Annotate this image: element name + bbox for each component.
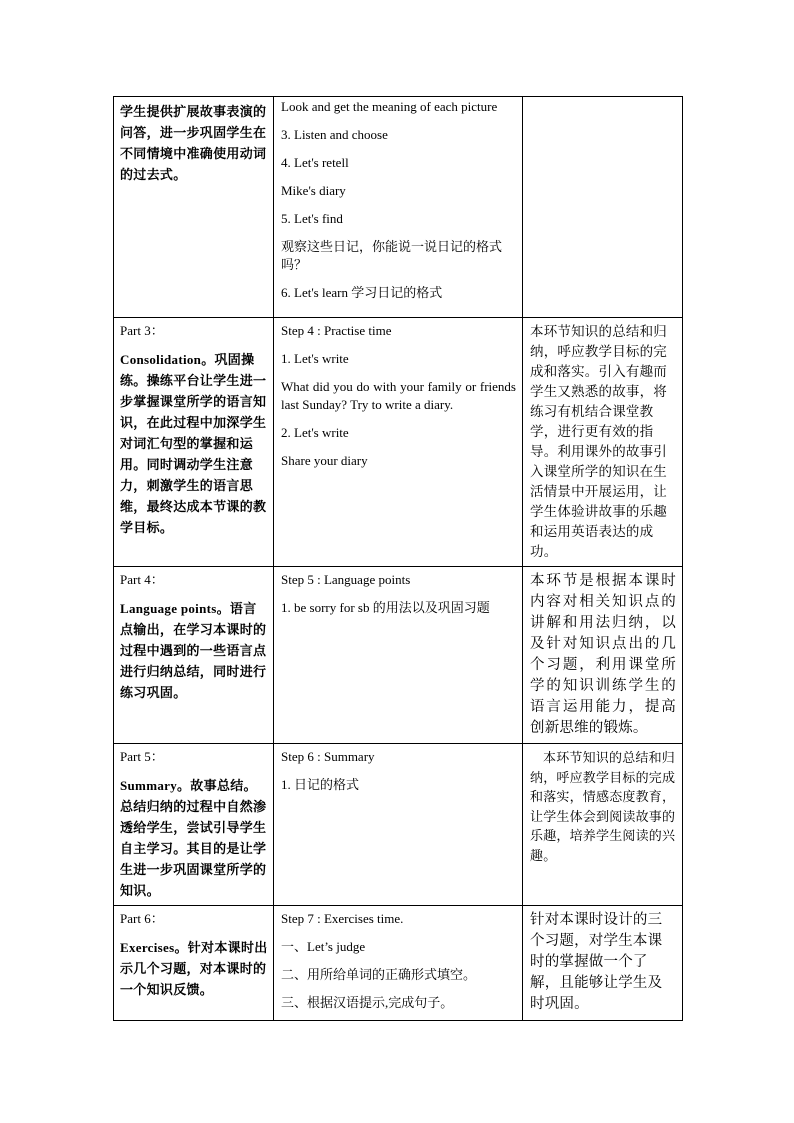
note-cell [523,97,683,318]
part-label: Part 6： [120,911,164,926]
step-line: Step 5 : Language points [281,572,411,587]
part-label: Part 4： [120,572,164,587]
step-line: Mike's diary [281,183,346,198]
part-text: 。针对本课时出示几个习题，对本课时的一个知识反馈。 [120,940,268,997]
note-cell [523,318,683,567]
part-description [120,349,268,538]
design-note: 本环节知识的总结和归纳，呼应教学目标的完成和落实。引入有趣而学生又熟悉的故事，将练习有机结合课堂教学，进行更有效的指导。利用课外的故事引入课堂所学的知识在生活情景中开展运用，让学生体验讲故事的乐趣和运用英语表达的成功。 [530,324,667,559]
step-line: 4. Let's retell [281,155,349,170]
part-text: 。故事总结。总结归纳的过程中自然渗透给学生，尝试引导学生自主学习。其目的是让学生进一步巩固课堂所学的知识。 [120,778,267,898]
note-cell [523,906,683,1021]
steps-cell [274,97,523,318]
part-cell [114,744,274,906]
part-title: Exercises [120,940,175,955]
part-title: Language points [120,601,217,616]
steps-cell [274,744,523,906]
part-label: Part 3： [120,323,164,338]
table-row [114,906,683,1021]
step-line: 1. Let's write [281,351,349,366]
part-title: Summary [120,778,177,793]
step-line: 二、用所给单词的正确形式填空。 [281,967,477,982]
table-row [114,567,683,744]
step-line: Step 4 : Practise time [281,323,392,338]
part-cell [114,97,274,318]
step-line: Share your diary [281,453,368,468]
part-cell [114,318,274,567]
part-description [120,775,268,901]
design-note [523,97,682,105]
part-cell [114,567,274,744]
part-text: 。巩固操练。操练平台让学生进一步掌握课堂所学的语言知识，在此过程中加深学生对词汇句型的掌握和运用。同时调动学生注意力，刺激学生的语言思维，最终达成本节课的教学目标。 [120,352,267,535]
part-description [120,937,268,1000]
step-line: Step 6 : Summary [281,749,375,764]
step-line: 2. Let's write [281,425,349,440]
step-line: 5. Let's find [281,211,343,226]
steps-cell [274,567,523,744]
table-row [114,744,683,906]
steps-cell [274,318,523,567]
part-title: Consolidation [120,352,202,367]
step-line: 观察这些日记，你能说一说日记的格式吗？ [281,239,503,272]
steps-cell [274,906,523,1021]
note-cell [523,744,683,906]
table-row [114,318,683,567]
design-note: 本环节知识的总结和归纳，呼应教学目标的完成和落实，情感态度教育，让学生体会到阅读故事的乐趣，培养学生阅读的兴趣。 [530,750,676,863]
part-text: 。语言点输出，在学习本课时的过程中遇到的一些语言点进行归纳总结，同时进行练习巩固。 [120,601,267,700]
part-description [120,598,268,703]
step-line: What did you do with your family or friends last Sunday? Try to write a diary. [281,379,516,412]
step-line: 3. Listen and choose [281,127,388,142]
step-line: Look and get the meaning of each picture [281,99,498,114]
step-line: 1. 日记的格式 [281,777,360,792]
design-note: 本环节是根据本课时内容对相关知识点的讲解和用法归纳，以及针对知识点出的几个习题，利用课堂所学的知识训练学生的语言运用能力，提高创新思维的锻炼。 [530,573,676,736]
step-line: 1. be sorry for sb 的用法以及巩固习题 [281,600,490,615]
note-cell [523,567,683,744]
step-line: Step 7 : Exercises time. [281,911,404,926]
table-row [114,97,683,318]
design-note: 针对本课时设计的三个习题，对学生本课时的掌握做一个了解，且能够让学生及时巩固。 [530,912,663,1012]
step-line: 一、Let’s judge [281,939,366,954]
part-description: 学生提供扩展故事表演的问答，进一步巩固学生在不同情境中准确使用动词的过去式。 [120,104,267,182]
part-label: Part 5： [120,749,164,764]
lesson-plan-table [113,96,683,1021]
part-cell [114,906,274,1021]
step-line: 6. Let's learn 学习日记的格式 [281,285,443,300]
step-line: 三、根据汉语提示,完成句子。 [281,995,454,1010]
